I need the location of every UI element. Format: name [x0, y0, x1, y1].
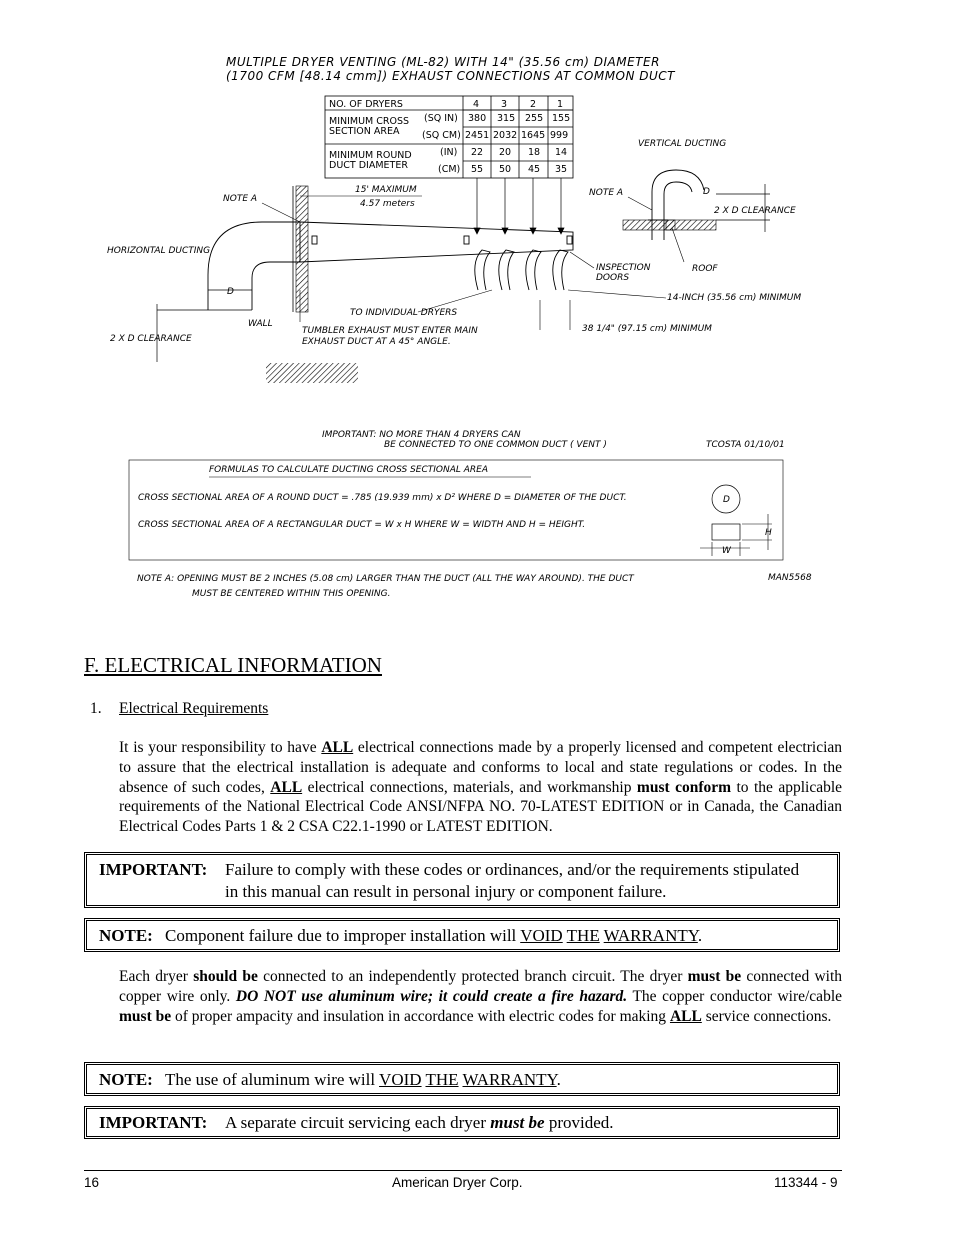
- note-a-text-1: NOTE A: OPENING MUST BE 2 INCHES (5.08 cm) LARGER THAN THE DUCT (ALL THE WAY AROUND). THE DUCT: [137, 574, 634, 584]
- note1-end: .: [697, 926, 703, 945]
- subsection-title: Electrical Requirements: [119, 700, 269, 717]
- note2-text: The use of aluminum wire will: [165, 1070, 380, 1089]
- left-clearance-lines: [157, 290, 252, 362]
- max-length-metric: 4.57 meters: [360, 199, 415, 209]
- table-sq-in-4: 380: [468, 113, 487, 124]
- note1-text: Component failure due to improper installation will: [165, 926, 521, 945]
- important2-end: provided.: [544, 1113, 614, 1132]
- note1-warranty: WARRANTY: [603, 926, 698, 945]
- roof-label: ROOF: [692, 264, 718, 274]
- inspection-label-2: DOORS: [596, 273, 630, 283]
- table-in-2: 18: [528, 147, 541, 158]
- note-box-aluminum: [84, 1062, 840, 1096]
- note2-warranty: WARRANTY: [462, 1070, 557, 1089]
- table-in-4: 22: [471, 147, 484, 158]
- note-label-2: NOTE:: [99, 1070, 153, 1089]
- important-note-2: BE CONNECTED TO ONE COMMON DUCT ( VENT ): [384, 440, 607, 450]
- roof-hatch-right: [666, 220, 716, 230]
- horizontal-ducting-label: HORIZONTAL DUCTING: [107, 246, 211, 256]
- p1-all-1: ALL: [321, 739, 354, 756]
- note2-void: VOID: [379, 1070, 422, 1089]
- important2-must-be: must be: [490, 1113, 545, 1132]
- horizontal-elbow: [208, 222, 300, 310]
- important-box-circuit: [84, 1106, 840, 1139]
- table-sq-cm-1: 999: [550, 130, 569, 141]
- note-text-1: [165, 926, 702, 946]
- table-unit-sq-cm: (SQ CM): [422, 130, 461, 141]
- p2-text-1: Each dryer: [119, 968, 194, 985]
- table-sq-cm-3: 2032: [493, 130, 518, 141]
- rect-duct-icon: [712, 524, 740, 540]
- important-label-1: IMPORTANT:: [99, 860, 208, 879]
- table-count-4: 4: [473, 99, 480, 110]
- clearance-right-label: 2 X D CLEARANCE: [714, 206, 796, 216]
- footer-rule: [84, 1170, 842, 1171]
- to-dryers-label: TO INDIVIDUAL DRYERS: [350, 308, 458, 318]
- important-box-codes: [84, 852, 840, 908]
- vertical-ducting-label: VERTICAL DUCTING: [638, 139, 727, 149]
- p2-text-3: connected with copper wire only.: [119, 968, 843, 1005]
- important2-text: A separate circuit servicing each dryer: [225, 1113, 491, 1132]
- formula-title: FORMULAS TO CALCULATE DUCTING CROSS SECTIONAL AREA: [209, 465, 488, 475]
- d-right-label: D: [703, 187, 710, 197]
- max-length: 15' MAXIMUM: [355, 185, 417, 195]
- table-sq-cm-4: 2451: [465, 130, 490, 141]
- table-row1-label-b: SECTION AREA: [329, 126, 400, 137]
- note2-the: THE: [425, 1070, 459, 1089]
- subsection-number: 1.: [90, 700, 102, 717]
- table-arrows: [474, 178, 564, 234]
- wall-hatch: [296, 186, 308, 312]
- p2-text-5: of proper ampacity and insulation in accordance with electric codes for making: [171, 1007, 670, 1025]
- important-text-1a: Failure to comply with these codes or ordinances, and/or the requirements stipulated: [225, 860, 800, 879]
- note-a-text-2: MUST BE CENTERED WITHIN THIS OPENING.: [192, 589, 391, 599]
- important-text-2: [225, 1113, 614, 1133]
- p2-text-2: connected to an independently protected branch circuit. The dryer: [257, 968, 688, 985]
- table-header-label: NO. OF DRYERS: [329, 99, 403, 110]
- wall-label: WALL: [248, 319, 273, 329]
- formula-d: D: [723, 495, 730, 505]
- clearance-left-label: 2 X D CLEARANCE: [110, 334, 192, 344]
- min-14-label: 14-INCH (35.56 cm) MINIMUM: [667, 293, 802, 303]
- note-label-1: NOTE:: [99, 926, 153, 945]
- table-in-3: 20: [499, 147, 512, 158]
- p2-must-be-2: must be: [119, 1007, 172, 1025]
- table-unit-sq-in: (SQ IN): [424, 113, 458, 124]
- formula-rect: CROSS SECTIONAL AREA OF A RECTANGULAR DUCT = W x H WHERE W = WIDTH AND H = HEIGHT.: [138, 520, 586, 530]
- table-cm-3: 50: [499, 164, 512, 175]
- section-title: F. ELECTRICAL INFORMATION: [84, 653, 382, 677]
- formula-round: CROSS SECTIONAL AREA OF A ROUND DUCT = .785 (19.939 mm) x D² WHERE D = DIAMETER OF THE DUCT.: [138, 493, 627, 503]
- man-number: MAN5568: [768, 573, 812, 583]
- tumbler-label-1: TUMBLER EXHAUST MUST ENTER MAIN: [302, 326, 478, 336]
- p1-all-2: ALL: [270, 778, 303, 796]
- d-left-label: D: [227, 287, 234, 297]
- footer-company: American Dryer Corp.: [392, 1175, 523, 1190]
- table-cm-1: 35: [555, 164, 568, 175]
- min-38-label: 38 1/4" (97.15 cm) MINIMUM: [582, 324, 712, 334]
- inspection-label-1: INSPECTION: [596, 263, 651, 273]
- p2-warning: DO NOT use aluminum wire; it could create a fire hazard.: [235, 987, 628, 1005]
- table-unit-cm: (CM): [438, 164, 461, 175]
- p2-should-be: should be: [193, 968, 258, 985]
- p2-text-6: service connections.: [701, 1007, 832, 1025]
- table-count-2: 2: [530, 99, 537, 110]
- electrical-paragraph-1: [119, 738, 842, 837]
- important-label-2: IMPORTANT:: [99, 1113, 208, 1132]
- p1-must-conform: must conform: [636, 778, 732, 796]
- floor-hatch: [266, 363, 358, 383]
- table-unit-in: (IN): [440, 147, 458, 158]
- table-sq-in-2: 255: [525, 113, 544, 124]
- p2-must-be-1: must be: [687, 968, 742, 985]
- diagram-title-line1: MULTIPLE DRYER VENTING (ML-82) WITH 14" (35.56 cm) DIAMETER: [226, 55, 660, 69]
- p1-text-4: to the applicable requirements of the National Electrical Code ANSI/NFPA NO. 70-LATEST EDITION or in Canada, the Canadian Electrical Codes Parts 1 & 2 CSA C22.1-1990 or LATEST EDITION.: [119, 778, 843, 836]
- table-count-3: 3: [501, 99, 508, 110]
- important-text-1b: in this manual can result in personal injury or component failure.: [225, 882, 667, 901]
- table-count-1: 1: [557, 99, 564, 110]
- note-text-2: [165, 1070, 561, 1090]
- table-cm-4: 55: [471, 164, 484, 175]
- important-note-1: IMPORTANT: NO MORE THAN 4 DRYERS CAN: [322, 430, 521, 440]
- tcosta-label: TCOSTA 01/10/01: [706, 440, 785, 450]
- p1-text-1: It is your responsibility to have: [119, 739, 322, 756]
- table-sq-in-1: 155: [552, 113, 571, 124]
- table-sq-cm-2: 1645: [521, 130, 546, 141]
- table-in-1: 14: [555, 147, 568, 158]
- footer-doc-number: 113344 - 9: [774, 1175, 838, 1190]
- table-sq-in-3: 315: [497, 113, 516, 124]
- formula-h: H: [765, 528, 772, 538]
- diagram-title-line2: (1700 CFM [48.14 cmm]) EXHAUST CONNECTIONS AT COMMON DUCT: [226, 69, 676, 83]
- table-row2-label-a: MINIMUM ROUND: [329, 150, 412, 161]
- formula-box: [129, 460, 783, 560]
- formula-w: W: [722, 546, 731, 556]
- p1-text-2: electrical connections made by a properly licensed and competent electrician to assure that the electrical installation is adequate and conforms to local and state regulations or codes. In the absence of such codes,: [119, 739, 843, 796]
- table-row2-label-b: DUCT DIAMETER: [329, 160, 408, 171]
- tumbler-label-2: EXHAUST DUCT AT A 45° ANGLE.: [302, 337, 451, 347]
- note2-end: .: [556, 1070, 561, 1089]
- note1-void: VOID: [520, 926, 563, 945]
- page-number: 16: [84, 1175, 100, 1190]
- note-box-warranty: [84, 918, 840, 952]
- dryer-connectors: [475, 250, 568, 290]
- note1-the: THE: [566, 926, 600, 945]
- electrical-paragraph-2: [119, 967, 842, 1026]
- p1-text-3: electrical connections, materials, and workmanship: [302, 778, 637, 796]
- note-a-right: NOTE A: [589, 188, 624, 198]
- p2-text-4: The copper conductor wire/cable: [627, 987, 842, 1005]
- note-a-left: NOTE A: [223, 194, 258, 204]
- p2-all: ALL: [669, 1007, 702, 1025]
- table-cm-2: 45: [528, 164, 541, 175]
- table-row1-label-a: MINIMUM CROSS: [329, 116, 410, 127]
